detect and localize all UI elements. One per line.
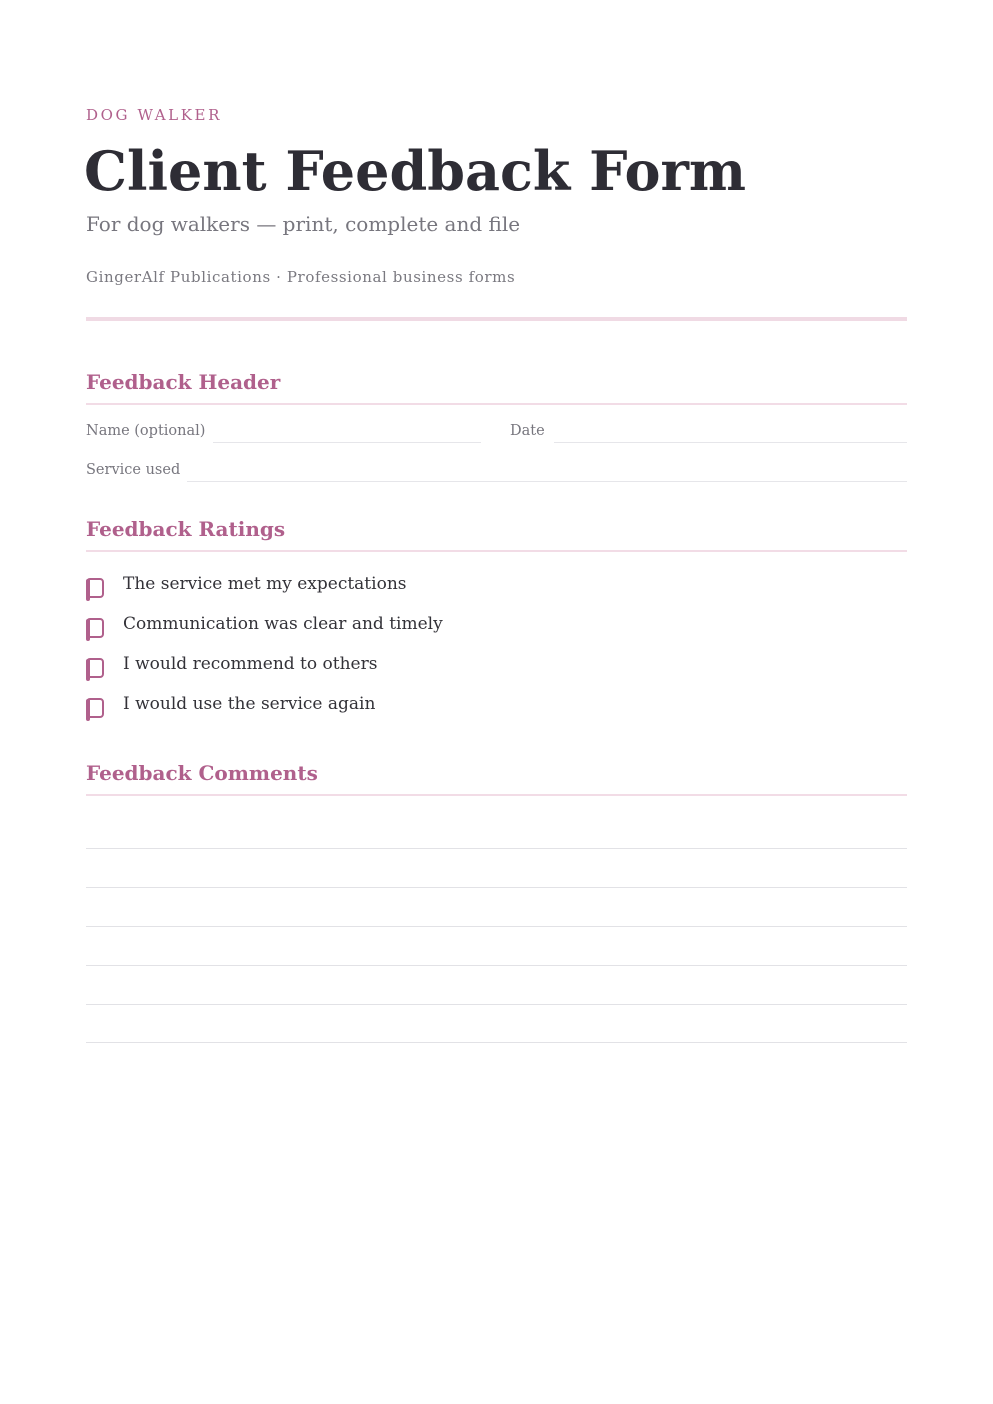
rating-item-label: I would use the service again [123,694,376,714]
header-divider [86,317,907,321]
checkbox[interactable] [86,578,104,598]
rating-item-label: The service met my expectations [123,574,407,594]
comment-line[interactable] [86,848,907,849]
checkbox[interactable] [86,618,104,638]
service-field[interactable] [187,481,907,482]
rating-item-label: Communication was clear and timely [123,614,443,634]
rating-item-label: I would recommend to others [123,654,378,674]
name-field[interactable] [213,442,481,443]
rating-item[interactable] [86,654,686,684]
rating-item[interactable] [86,694,686,724]
form-category: DOG WALKER [86,106,222,124]
comment-line[interactable] [86,1004,907,1005]
page-subtitle: For dog walkers — print, complete and file [86,212,521,236]
page-title: Client Feedback Form [84,139,747,203]
rating-item[interactable] [86,614,686,644]
section-heading-feedback-header: Feedback Header [86,370,281,394]
comment-line[interactable] [86,887,907,888]
name-field-label: Name (optional) [86,423,206,439]
comment-line[interactable] [86,926,907,927]
section-heading-feedback-comments: Feedback Comments [86,761,318,785]
comment-line[interactable] [86,965,907,966]
checkbox[interactable] [86,698,104,718]
comment-line[interactable] [86,1042,907,1043]
section-heading-feedback-ratings: Feedback Ratings [86,517,286,541]
rating-item[interactable] [86,574,686,604]
publisher-line: GingerAlf Publications · Professional business forms [86,268,516,286]
section-divider [86,794,907,796]
date-field-label: Date [510,423,545,439]
section-divider [86,550,907,552]
date-field[interactable] [554,442,907,443]
section-divider [86,403,907,405]
service-field-label: Service used [86,462,181,478]
checkbox[interactable] [86,658,104,678]
